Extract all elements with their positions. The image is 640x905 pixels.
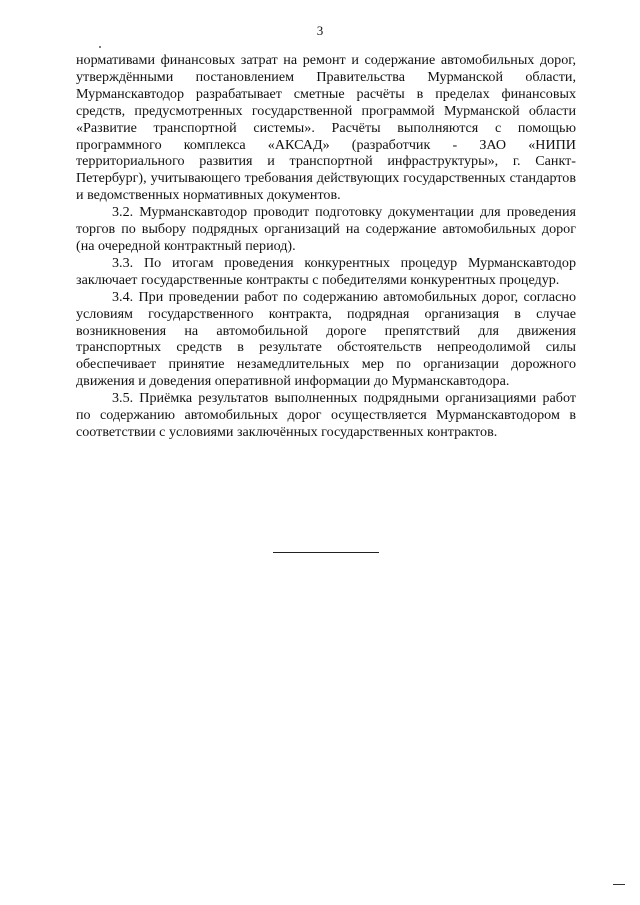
corner-scan-mark (613, 884, 625, 885)
paragraph-3-2: 3.2. Мурманскавтодор проводит подготовку документации для проведения торгов по выбору подрядных организаций на содержание автомобильных дорог (на очередной контрактный период). (76, 204, 576, 254)
paragraph-3-4: 3.4. При проведении работ по содержанию автомобильных дорог, согласно условиям государственного контракта, подрядная организация в случае возникновения на автомобильной дороге препятствий для движения транспортных средств в результате обстоятельств непреодолимой силы обеспечивает принятие незамедлительных мер по организации дорожного движения и доведения оперативной информации до Мурманскавтодора. (76, 288, 576, 390)
page-number: 3 (316, 23, 324, 38)
document-body (76, 52, 576, 441)
paragraph-3-3: 3.3. По итогам проведения конкурентных процедур Мурманскавтодор заключает государственные контракты с победителями конкурентных процедур. (76, 254, 576, 288)
scan-speck (99, 46, 101, 48)
paragraph-continuation: нормативами финансовых затрат на ремонт и содержание автомобильных дорог, утверждёнными постановлением Правительства Мурманской области, Мурманскавтодор разрабатывает сметные расчёты в пределах финансовых средств, предусмотренных государственной программой Мурманской области «Развитие транспортной системы». Расчёты выполняются с помощью программного комплекса «АКСАД» (разработчик - ЗАО «НИПИ территориального развития и транспортной инфраструктуры», г. Санкт-Петербург), учитывающего требования действующих государственных стандартов и ведомственных нормативных документов. (76, 52, 576, 204)
end-of-document-rule (273, 552, 379, 553)
paragraph-3-5: 3.5. Приёмка результатов выполненных подрядными организациями работ по содержанию автомобильных дорог осуществляется Мурманскавтодором в соответствии с условиями заключённых государственных контрактов. (76, 390, 576, 440)
